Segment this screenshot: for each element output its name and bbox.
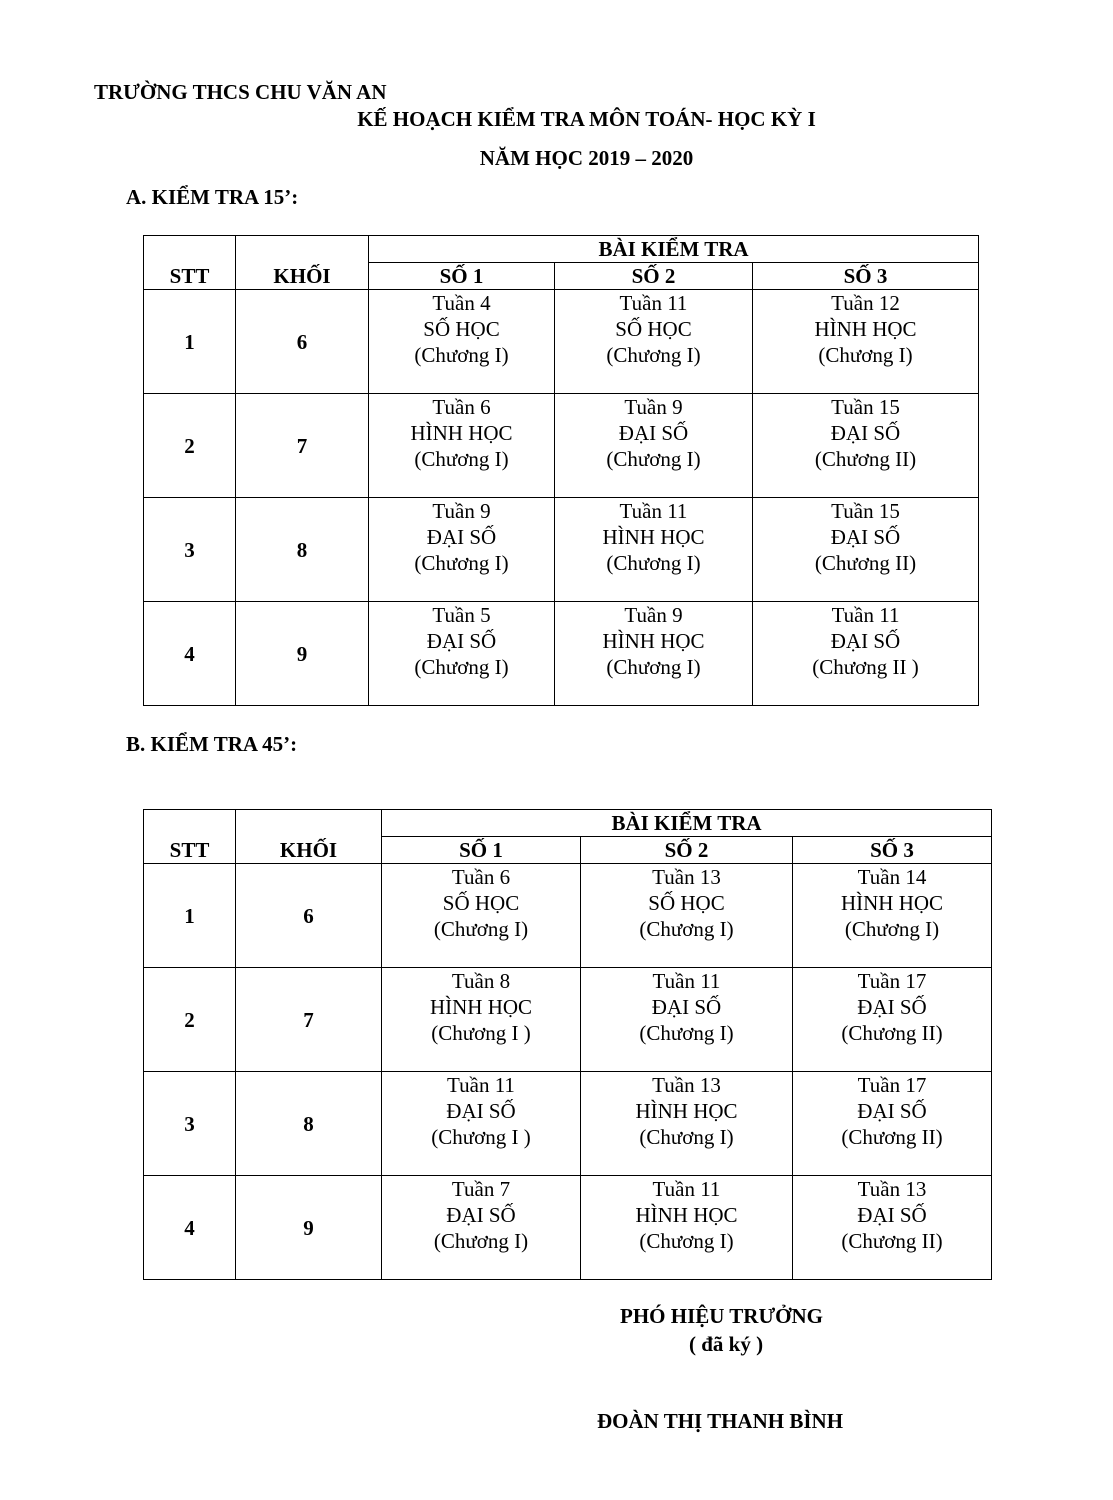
test-cell [382, 968, 581, 1072]
week-text: Tuần 13 [857, 1177, 927, 1201]
signature-note: ( đã ký ) [689, 1332, 764, 1356]
table-15-minute-tests [143, 235, 979, 706]
subject-text: HÌNH HỌC [602, 525, 705, 549]
test-cell [753, 602, 979, 706]
chapter-text: (Chương I) [414, 655, 509, 679]
week-text: Tuần 11 [619, 499, 688, 523]
week-text: Tuần 9 [624, 603, 683, 627]
test-cell [753, 290, 979, 394]
chapter-text: (Chương I) [844, 917, 940, 941]
header-so-3: SỐ 3 [793, 837, 992, 864]
week-text: Tuần 13 [652, 1073, 721, 1097]
test-cell [581, 1176, 793, 1280]
chapter-text: (Chương I) [639, 1229, 734, 1253]
table-row [144, 1176, 992, 1280]
chapter-text: (Chương II ) [812, 655, 919, 679]
week-text: Tuần 8 [451, 969, 511, 993]
test-cell [382, 864, 581, 968]
subject-text: ĐẠI SỐ [830, 525, 901, 549]
week-text: Tuần 6 [451, 865, 511, 889]
test-cell [382, 1072, 581, 1176]
week-text: Tuần 9 [624, 395, 683, 419]
test-cell [369, 498, 555, 602]
subject-text: SỐ HỌC [423, 317, 500, 341]
header-stt: STT [144, 236, 236, 290]
table-row [144, 864, 992, 968]
signature-name: ĐOÀN THỊ THANH BÌNH [597, 1409, 844, 1433]
signature-title: PHÓ HIỆU TRƯỞNG [620, 1304, 824, 1328]
header-khoi: KHỐI [236, 810, 382, 864]
khoi-cell: 8 [236, 498, 369, 602]
chapter-text: (Chương I ) [431, 1021, 531, 1045]
stt-cell: 3 [144, 498, 236, 602]
chapter-text: (Chương I) [818, 343, 913, 367]
week-text: Tuần 15 [831, 395, 900, 419]
subject-text: ĐẠI SỐ [618, 421, 689, 445]
chapter-text: (Chương I) [606, 447, 701, 471]
week-text: Tuần 11 [831, 603, 900, 627]
subject-text: ĐẠI SỐ [426, 525, 497, 549]
test-cell [555, 290, 753, 394]
header-so-3: SỐ 3 [753, 263, 979, 290]
week-text: Tuần 14 [857, 865, 927, 889]
test-cell [793, 864, 992, 968]
school-name: TRƯỜNG THCS CHU VĂN AN [94, 80, 387, 104]
subject-text: ĐẠI SỐ [857, 1099, 927, 1123]
chapter-text: (Chương I) [606, 551, 701, 575]
khoi-cell: 6 [236, 864, 382, 968]
stt-cell: 4 [144, 602, 236, 706]
test-cell [581, 968, 793, 1072]
table-row [144, 968, 992, 1072]
chapter-text: (Chương II) [814, 447, 917, 471]
week-text: Tuần 6 [432, 395, 491, 419]
table-row [144, 602, 979, 706]
week-text: Tuần 17 [857, 1073, 927, 1097]
subject-text: HÌNH HỌC [410, 421, 513, 445]
test-cell [555, 498, 753, 602]
chapter-text: (Chương I) [414, 343, 509, 367]
subject-text: HÌNH HỌC [635, 1203, 738, 1227]
table-row [144, 290, 979, 394]
stt-cell: 1 [144, 864, 236, 968]
test-cell [581, 864, 793, 968]
week-text: Tuần 7 [451, 1177, 511, 1201]
school-year: NĂM HỌC 2019 – 2020 [479, 146, 694, 170]
subject-text: ĐẠI SỐ [446, 1203, 516, 1227]
chapter-text: (Chương I) [639, 1125, 734, 1149]
week-text: Tuần 12 [831, 291, 900, 315]
khoi-cell: 9 [236, 602, 369, 706]
chapter-text: (Chương I) [606, 343, 701, 367]
test-cell [555, 394, 753, 498]
khoi-cell: 7 [236, 968, 382, 1072]
khoi-cell: 9 [236, 1176, 382, 1280]
chapter-text: (Chương I) [606, 655, 701, 679]
header-bai-kiem-tra: BÀI KIỂM TRA [382, 810, 992, 837]
khoi-cell: 8 [236, 1072, 382, 1176]
test-cell [382, 1176, 581, 1280]
chapter-text: (Chương I) [639, 1021, 734, 1045]
stt-cell: 1 [144, 290, 236, 394]
document-title: KẾ HOẠCH KIỂM TRA MÔN TOÁN- HỌC KỲ I [357, 107, 816, 131]
week-text: Tuần 15 [831, 499, 900, 523]
chapter-text: (Chương II) [841, 1229, 943, 1253]
header-stt: STT [144, 810, 236, 864]
subject-text: ĐẠI SỐ [426, 629, 497, 653]
subject-text: ĐẠI SỐ [446, 1099, 516, 1123]
week-text: Tuần 11 [619, 291, 688, 315]
chapter-text: (Chương I) [639, 917, 734, 941]
header-bai-kiem-tra: BÀI KIỂM TRA [369, 236, 979, 263]
test-cell [369, 290, 555, 394]
subject-text: HÌNH HỌC [635, 1099, 738, 1123]
chapter-text: (Chương I ) [431, 1125, 531, 1149]
subject-text: HÌNH HỌC [814, 317, 917, 341]
stt-cell: 2 [144, 394, 236, 498]
header-so-2: SỐ 2 [581, 837, 793, 864]
subject-text: ĐẠI SỐ [830, 421, 901, 445]
header-khoi: KHỐI [236, 236, 369, 290]
week-text: Tuần 11 [447, 1073, 515, 1097]
week-text: Tuần 4 [432, 291, 491, 315]
test-cell [581, 1072, 793, 1176]
chapter-text: (Chương II) [814, 551, 917, 575]
table-row [144, 1072, 992, 1176]
stt-cell: 4 [144, 1176, 236, 1280]
khoi-cell: 6 [236, 290, 369, 394]
test-cell [369, 602, 555, 706]
test-cell [555, 602, 753, 706]
header-so-2: SỐ 2 [555, 263, 753, 290]
subject-text: ĐẠI SỐ [857, 995, 927, 1019]
chapter-text: (Chương II) [841, 1021, 943, 1045]
chapter-text: (Chương I) [433, 1229, 529, 1253]
week-text: Tuần 5 [432, 603, 491, 627]
subject-text: SỐ HỌC [442, 891, 520, 915]
section-b-heading: B. KIỂM TRA 45’: [126, 732, 298, 756]
subject-text: SỐ HỌC [648, 891, 725, 915]
week-text: Tuần 13 [652, 865, 721, 889]
chapter-text: (Chương I) [414, 447, 509, 471]
week-text: Tuần 11 [652, 1177, 721, 1201]
table-row [144, 394, 979, 498]
subject-text: HÌNH HỌC [840, 891, 944, 915]
week-text: Tuần 9 [432, 499, 491, 523]
table-row [144, 498, 979, 602]
chapter-text: (Chương I) [414, 551, 509, 575]
test-cell [753, 498, 979, 602]
subject-text: ĐẠI SỐ [651, 995, 722, 1019]
header-so-1: SỐ 1 [369, 263, 555, 290]
test-cell [793, 1176, 992, 1280]
subject-text: SỐ HỌC [615, 317, 692, 341]
test-cell [793, 1072, 992, 1176]
section-a-heading: A. KIỂM TRA 15’: [126, 185, 299, 209]
week-text: Tuần 11 [652, 969, 721, 993]
table-45-minute-tests [143, 809, 992, 1280]
test-cell [793, 968, 992, 1072]
header-so-1: SỐ 1 [382, 837, 581, 864]
test-cell [753, 394, 979, 498]
subject-text: ĐẠI SỐ [830, 629, 901, 653]
stt-cell: 3 [144, 1072, 236, 1176]
test-cell [369, 394, 555, 498]
stt-cell: 2 [144, 968, 236, 1072]
subject-text: ĐẠI SỐ [857, 1203, 927, 1227]
chapter-text: (Chương II) [841, 1125, 943, 1149]
khoi-cell: 7 [236, 394, 369, 498]
week-text: Tuần 17 [857, 969, 927, 993]
subject-text: HÌNH HỌC [602, 629, 705, 653]
chapter-text: (Chương I) [433, 917, 529, 941]
subject-text: HÌNH HỌC [429, 995, 533, 1019]
